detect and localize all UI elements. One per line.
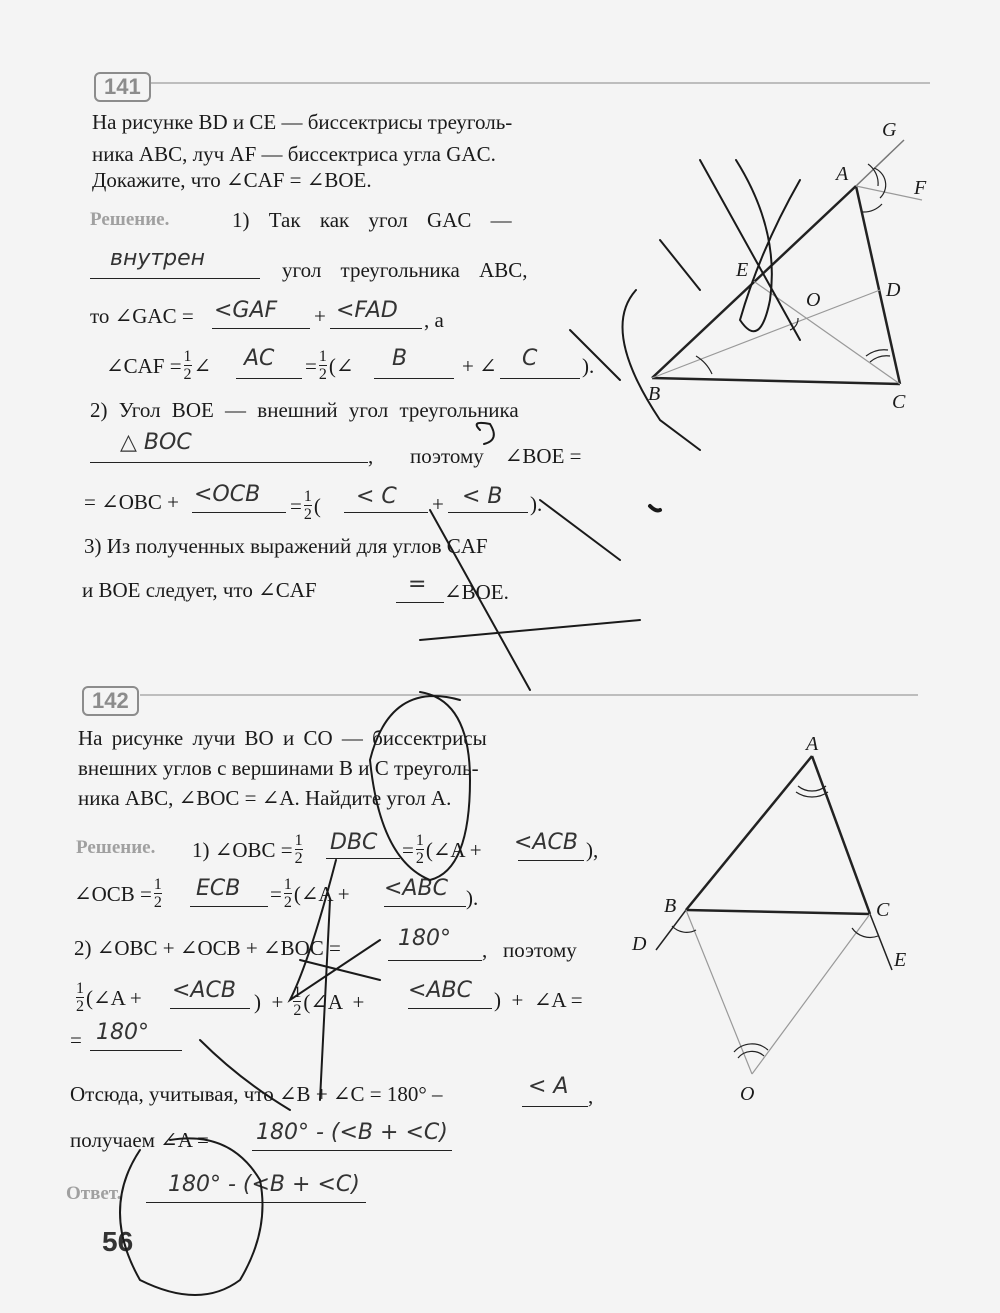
handwritten-step3: = [408,572,427,597]
label-B-142: B [664,895,677,917]
line6-end: , [588,1084,594,1108]
problem141-statement-line1: На рисунке BD и CE — биссектрисы треуголь- [92,110,513,134]
problem141-statement-line2: ника ABC, луч AF — биссектриса угла GAC. [92,142,496,166]
bisector-BD [652,290,880,378]
label-D-142: D [632,933,647,955]
label-E-142: E [894,949,907,971]
line5-prefix: = [70,1028,82,1052]
handwritten-step2-2: <OCB [194,482,261,507]
scribble-3 [660,240,700,290]
angle-arc-A3 [862,204,882,212]
page-number: 56 [102,1226,134,1257]
scribble-10 [290,860,380,1000]
line1-end: ), [586,838,599,862]
handwritten-answer: 180° - (<B + <C) [168,1172,360,1197]
problem141-statement-line3: Докажите, что ∠CAF = ∠BOE. [92,168,372,192]
scribble-8 [420,620,640,640]
angle-arc-C2 [870,356,890,362]
solution-label-141: Решение. [90,209,170,230]
handwritten-step1-4: AC [244,346,275,371]
step1-line-d2: = $\frac{1}{2}$ (∠ [305,348,354,383]
bisector-CO [752,914,870,1074]
label-B: B [648,383,661,405]
side-AC [812,756,870,914]
line1: 1) ∠OBC = $\frac{1}{2}$ [192,832,303,867]
label-O-142: O [740,1083,755,1105]
angle-arc-B1 [696,356,712,374]
line1-b: = $\frac{1}{2}$ (∠A + [402,832,482,867]
angle-arc-A2 [868,164,878,186]
step1-line-b: угол треугольника ABC, [282,258,528,282]
label-A-142: A [806,733,819,755]
scribble-13 [200,1040,290,1110]
handwritten-step1-1: внутрен [110,246,206,271]
handwritten-line4-1: <ACB [172,978,236,1003]
step1-d-prefix: ∠CAF = [106,353,182,378]
step1-line-c-prefix: то ∠GAC = [90,304,194,328]
step2-line-a: 2) Угол BOE — внешний угол треугольника [90,398,519,422]
step2-c-plus: + [432,492,444,516]
handwritten-step2-4: < B [462,484,503,509]
handwritten-step1-5: B [392,346,408,371]
line3-a: 2) ∠OBC + ∠OCB + ∠BOC = [74,936,341,960]
handwritten-step2-3: < C [356,484,397,509]
figure-141 [648,119,927,413]
handwritten-step1-6: C [522,346,538,371]
scribble-5 [570,330,620,380]
step3-line-a: 3) Из полученных выражений для углов CAF [84,534,488,558]
label-C-142: C [876,899,890,921]
step1-line-c-suffix: , а [424,308,444,332]
side-AB [686,756,812,910]
handwritten-step1-3: <FAD [336,298,398,323]
step3-line-b-prefix: и BOE следует, что ∠CAF [82,578,317,602]
label-C: C [892,391,906,413]
handwritten-line2-1: ECB [196,876,241,901]
step2-c-prefix: = ∠OBC + [84,490,179,514]
handwritten-line1-1: DBC [330,830,378,855]
angle-arc-O1 [738,1051,764,1058]
handwritten-line6: < A [528,1074,569,1099]
line3-b: , поэтому [482,938,577,962]
scribble-dot [650,506,660,511]
handwritten-line7: 180° - (<B + <C) [256,1120,448,1145]
scribble-circle-1 [370,692,470,880]
handwritten-step2-1: △ BOC [120,430,192,455]
line2-end: ). [466,886,479,910]
scribble-12 [320,900,330,1100]
figure-142 [631,733,906,1105]
angle-arc-A1 [798,786,826,791]
side-BC [686,910,870,914]
fraction-half: $\frac{1}{2}$ [183,348,192,383]
scribble-6 [540,500,620,560]
line4: $\frac{1}{2}$ (∠A + [76,980,142,1015]
label-D: D [886,279,901,301]
step1-d-plus: + ∠ [462,354,497,378]
ray-AG [856,140,904,186]
problem142-statement-line1: На рисунке лучи BO и CO — биссектрисы [78,726,487,750]
handwritten-line1-2: <ACB [514,830,578,855]
step1-plus: + [314,304,326,328]
scribble-1 [736,160,800,331]
angle-arc-O2 [734,1044,768,1052]
label-E: E [736,259,749,281]
line4-mid: ) + $\frac{1}{2}$ (∠A + [254,984,365,1019]
ray-CE [870,914,892,970]
step2-line-b: , поэтому ∠BOE = [368,444,582,468]
side-BC [652,378,900,384]
angle-sign: ∠ [193,353,212,378]
line7-a: получаем ∠A = [70,1128,209,1152]
handwritten-line2-2: <ABC [384,876,448,901]
problem-number-142: 142 [82,686,139,716]
scribbles [120,160,800,1295]
step2-c-end: ). [530,492,543,516]
label-A: A [836,163,849,185]
step3-line-b-suffix: ∠BOE. [444,580,509,604]
label-F: F [914,177,927,199]
step2-line-c2: = $\frac{1}{2}$ ( [290,488,321,523]
label-O: O [806,289,821,311]
angle-arc-C1 [866,350,888,356]
ray-AF [856,186,922,200]
line6-a: Отсюда, учитывая, что ∠B + ∠C = 180° – [70,1082,443,1106]
problem142-statement-line2: внешних углов с вершинами B и C треуголь- [78,756,479,780]
scribble-7 [430,510,530,690]
line2-b: = $\frac{1}{2}$ (∠A + [270,876,350,911]
bisector-BO [686,910,752,1074]
answer-label: Ответ. [66,1183,122,1204]
scribble-circle-2 [120,1138,263,1295]
angle-arc-A2 [796,792,828,797]
scribble-9 [477,423,494,444]
problem142-statement-line3: ника ABC, ∠BOC = ∠A. Найдите угол A. [78,786,452,810]
line2: ∠OCB = $\frac{1}{2}$ [74,876,162,911]
angle-arc-C [852,928,878,937]
step1-d-end: ). [582,354,595,378]
step1-line-a: 1) Так как угол GAC — [232,208,512,232]
scribble-11 [300,960,380,980]
line4-end: ) + ∠A = [494,988,583,1012]
handwritten-line4-2: <ABC [408,978,472,1003]
handwritten-step1-2: <GAF [214,298,278,323]
problem-number-141: 141 [94,72,151,102]
label-G: G [882,119,897,141]
solution-label-142: Решение. [76,837,156,858]
handwritten-line3: 180° [398,926,451,951]
handwritten-line5: 180° [96,1020,149,1045]
